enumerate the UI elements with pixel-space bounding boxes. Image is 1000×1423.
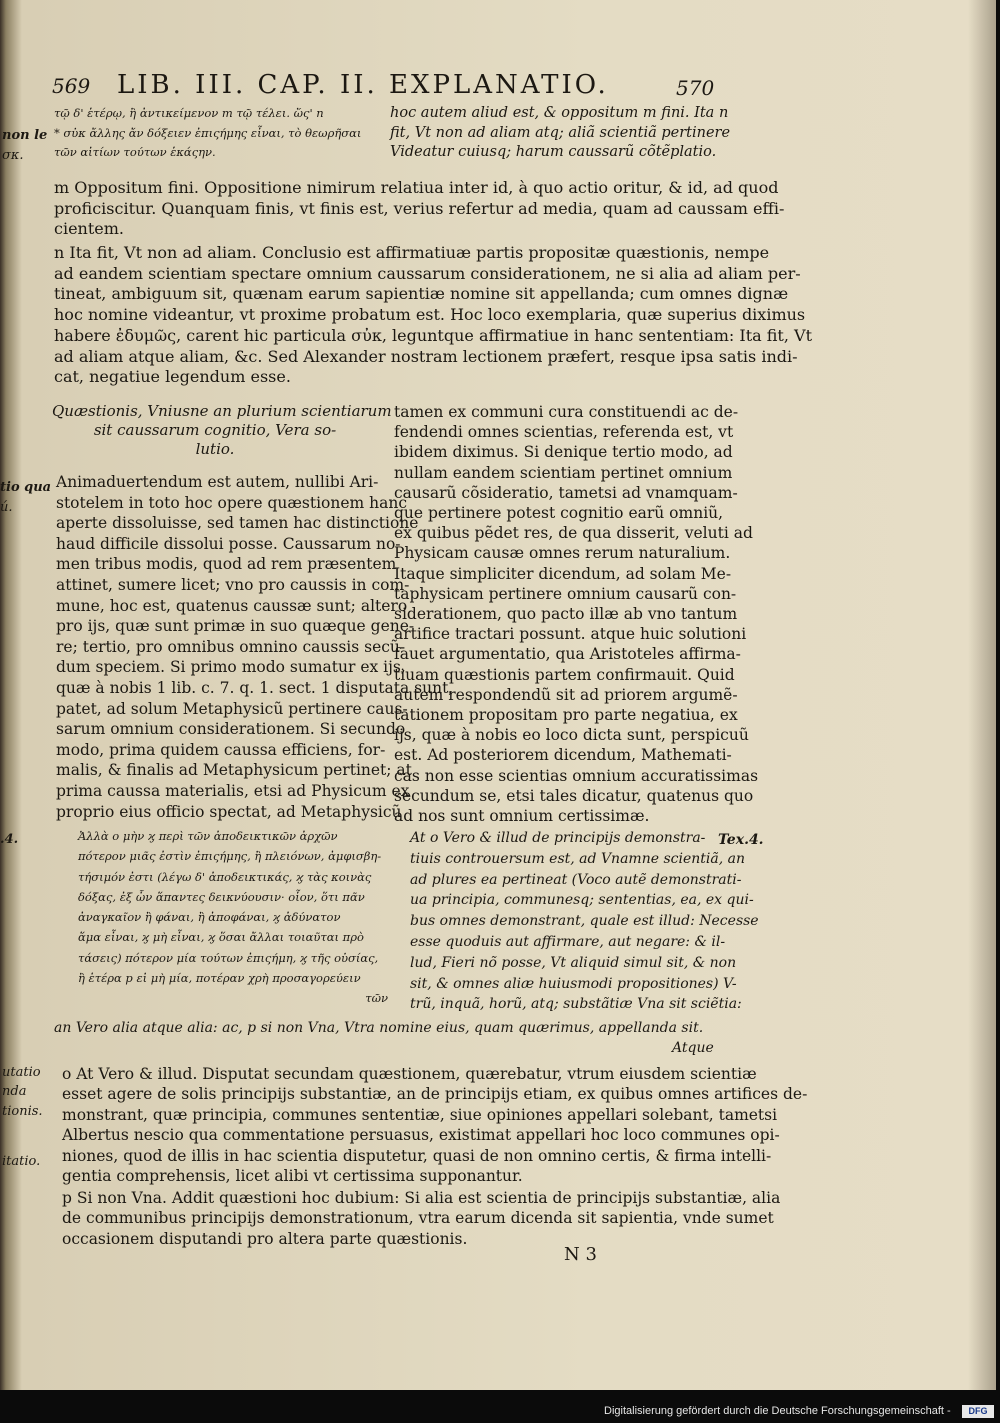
text-line: causarũ cõsideratio, tametsi ad vnamquam- (394, 483, 738, 502)
text-line: ex quibus pẽdet res, de qua disserit, veluti ad (394, 524, 753, 543)
text-line: quæ à nobis 1 lib. c. 7. q. 1. sect. 1 disputata sunt, (56, 678, 454, 697)
margin-note: .4. (0, 832, 19, 847)
text-line: cas non esse scientias omnium accuratissimas (394, 766, 759, 785)
text-line: proprio eius officio spectat, ad Metaphysicũ (56, 802, 402, 821)
margin-note: tio qua (0, 480, 52, 495)
text-line: τάσεις) πότερον μία τούτων ἐπιςήμη, ϗ τῆς οὐσίας, (78, 950, 379, 965)
text-line: * σὐκ ἄλλης ἄν δόξειεν ἐπιςήμης εἶναι, τὸ θεωρῆσαι (54, 125, 362, 140)
running-title: LIB. III. CAP. II. EXPLANATIO. (117, 70, 609, 100)
text-line: n Ita fit, Vt non ad aliam. Conclusio est affirmatiuæ partis propositæ quæstionis, nempe (54, 243, 770, 262)
text-line: ijs, quæ à nobis eo loco dicta sunt, perspicuũ (394, 726, 749, 745)
text-line: Quæstionis, Vniusne an plurium scientiarum (52, 402, 392, 420)
commentary-p (62, 1188, 781, 1249)
text-line: Itaque simpliciter dicendum, ad solam Me- (394, 564, 732, 583)
text-line: sit caussarum cognitio, Vera so- (93, 421, 337, 439)
text-line: occasionem disputandi pro altera parte quæstionis. (62, 1229, 468, 1248)
text-line: πότερον μιᾶς ἐστὶν ἐπιςήμης, ἢ πλειόνων, ἀμφισβη- (78, 849, 382, 864)
margin-note: itatio. (2, 1154, 41, 1169)
text-line: Physicam causæ omnes rerum naturalium. (394, 544, 731, 563)
text-line: prima caussa materialis, etsi ad Physicum ex (56, 781, 410, 800)
text-line: secundum se, etsi tales dicatur, quatenus quo (394, 786, 754, 805)
text-line: proficiscitur. Quanquam finis, vt finis est, verius refertur ad media, quam ad caussam effi- (54, 198, 785, 218)
margin-note: utatio (2, 1065, 41, 1080)
text-line: ad plures ea pertineat (Voco autẽ demonstrati- (410, 871, 742, 888)
text-line: p Si non Vna. Addit quæstioni hoc dubium: Si alia est scientia de principijs substantiæ, alia (62, 1189, 781, 1207)
margin-note: σκ. (2, 148, 24, 163)
text-line: τήσιμόν ἐστι (λέγω δ' ἀποδεικτικάς, ϗ τὰς κοινὰς (78, 869, 372, 884)
text-line: Videatur cuiusq; harum caussarũ cõtẽplatio. (390, 144, 717, 160)
text-line: artifice tractari possunt. atque huic solutioni (394, 625, 747, 644)
text-line: ad eandem scientiam spectare omnium caussarum considerationem, ne si alia ad aliam per- (54, 263, 801, 283)
text-line: dum speciem. Si primo modo sumatur ex ijs, (56, 658, 406, 677)
text-line: ἅμα εἶναι, ϗ μὴ εἶναι, ϗ ὅσαι ἄλλαι τοιαῦται πρὸ (78, 930, 364, 945)
top-greek-text (54, 104, 390, 163)
text-line: τῶν (365, 991, 388, 1006)
text-line: ἀναγκαῖον ἢ φάναι, ἢ ἀποφάναι, ϗ ἀδύνατον (78, 910, 341, 925)
margin-note: ú. (0, 500, 13, 515)
text-line: sit, & omnes aliæ huiusmodi propositiones) V- (410, 975, 737, 992)
text-line: fit, Vt non ad aliam atq; aliã scientiã pertinere (390, 124, 731, 141)
text-line: Animaduertendum est autem, nullibi Ari- (56, 473, 379, 491)
text-line: mune, hoc est, quatenus caussæ sunt; altero (56, 596, 408, 615)
text-line: attinet, sumere licet; vno pro caussis in com- (56, 575, 410, 594)
right-column-text (394, 402, 759, 826)
text-line: m Oppositum fini. Oppositione nimirum relatiua inter id, à quo actio oritur, & id, ad quod (54, 178, 779, 197)
text-line: haud difficile dissolui posse. Caussarum no- (56, 534, 401, 553)
text-line: malis, & finalis ad Metaphysicum pertinet; at (56, 761, 412, 780)
text-line: tineat, ambiguum sit, quænam earum sapientiæ nomine sit appellanda; cum omnes dignæ (54, 284, 789, 304)
text-line: est. Ad posteriorem dicendum, Mathemati- (394, 746, 732, 765)
text-line: pro ijs, quæ sunt primæ in suo quæque gene- (56, 617, 415, 636)
text-line: τῷ δ' ἑτέρῳ, ἢ ἀντικείμενον m τῷ τέλει. ὥς' n (54, 106, 324, 120)
text-line: fendendi omnes scientias, referenda est, vt (394, 423, 734, 442)
text-line: Albertus nescio qua commentatione persuasus, existimat appellari hoc loco communes opi- (62, 1126, 780, 1145)
text-line: tiuis controuersum est, ad Vnamne scientiã, an (410, 850, 745, 867)
greek-text-block (78, 826, 388, 1009)
text-line: tiuam quæstionis partem confirmauit. Quid (394, 665, 735, 684)
text-line: lutio. (195, 440, 235, 458)
text-line: tationem propositam pro parte negatiua, ex (394, 706, 738, 725)
text-line: ad aliam atque aliam, &c. Sed Alexander nostram lectionem præfert, resque ipsa satis indi- (54, 346, 798, 366)
right-page-number: 570 (676, 76, 715, 100)
signature-mark: N 3 (564, 1244, 597, 1265)
text-line: fauet argumentatio, qua Aristoteles affirma- (394, 645, 741, 664)
text-line: habere ἐδυμῶς, carent hic particula σὐκ, leguntque affirmatiue in hanc sententiam: Ita fit, Vt (54, 325, 813, 345)
text-line: autem respondendũ sit ad priorem argumẽ- (394, 685, 738, 704)
digitization-credit: Digitalisierung gefördert durch die Deutsche Forschungsgemeinschaft - (604, 1405, 951, 1417)
text-line: de communibus principijs demonstrationum, vtra earum dicenda sit sapientia, vnde sumet (62, 1209, 774, 1228)
left-column-text (56, 472, 454, 822)
commentary-m (54, 178, 785, 240)
text-line: monstrant, quæ principia, communes sententiæ, siue opiniones appellari solebant, tametsi (62, 1105, 778, 1124)
text-line: aperte dissoluisse, sed tamen hac distinctione (56, 514, 419, 533)
text-line: taphysicam pertinere omnium causarũ con- (394, 584, 737, 603)
text-line: que pertinere potest cognitio earũ omniũ, (394, 504, 724, 523)
text-line: At o Vero & illud de principijs demonstra- (410, 830, 706, 846)
text-line: hoc autem aliud est, & oppositum m fini. Ita n (390, 105, 729, 121)
text-line: esse quoduis aut affirmare, aut negare: & il- (410, 933, 726, 950)
text-line: modo, prima quidem caussa efficiens, for- (56, 740, 386, 759)
text-line: δόξας, ἐξ ὧν ἅπαντες δεικνύουσιν· οἷον, ὅτι πᾶν (78, 889, 365, 904)
text-line: siderationem, quo pacto illæ ab vno tantum (394, 605, 738, 624)
text-line: tamen ex communi cura constituendi ac de- (394, 403, 739, 421)
text-line: men tribus modis, quod ad rem præsentem (56, 555, 397, 574)
text-line: ad nos sunt omnium certissimæ. (394, 807, 650, 826)
text-line: re; tertio, pro omnibus omnino caussis secũ- (56, 637, 406, 656)
text-line: trũ, inquã, horũ, atq; substãtiæ Vna sit sciẽtia: (410, 996, 742, 1013)
text-line: ua principia, communesq; sententias, ea, ex qui- (410, 892, 754, 909)
text-line: ἢ ἑτέρα p εἰ μὴ μία, ποτέραν χρὴ προσαγορεύειν (78, 971, 361, 986)
dfg-logo: DFG (962, 1405, 994, 1418)
text-line: cientem. (54, 219, 125, 239)
text-line: o At Vero & illud. Disputat secundam quæstionem, quærebatur, vtrum eiusdem scientiæ (62, 1065, 757, 1083)
margin-note: non le (2, 128, 48, 143)
section-heading (52, 402, 392, 459)
commentary-n (54, 243, 813, 388)
text-line: lud, Fieri nõ posse, Vt aliquid simul sit, & non (410, 954, 737, 971)
text-line: esset agere de solis principijs substantiæ, an de principijs etiam, ex quibus omnes artifices de- (62, 1085, 808, 1104)
text-line: bus omnes demonstrant, quale est illud: Necesse (410, 913, 759, 930)
text-line: stotelem in toto hoc opere quæstionem hanc (56, 493, 408, 512)
text-line: niones, quod de illis in hac scientia disputetur, quasi de non omnino certis, & firma intelli- (62, 1146, 772, 1165)
margin-note: nda (2, 1084, 27, 1099)
margin-note: tionis. (2, 1104, 43, 1119)
text-line: patet, ad solum Metaphysicũ pertinere caus- (56, 699, 408, 718)
text-line: ibidem diximus. Si denique tertio modo, ad (394, 443, 733, 462)
top-latin-text (390, 104, 731, 163)
commentary-o (62, 1064, 808, 1186)
catchword-inner: Atque (672, 1040, 714, 1056)
text-line: Ἀλλὰ ο μὴν ϗ περὶ τῶν ἀποδεικτικῶν ἀρχῶν (78, 829, 338, 843)
left-page-number: 569 (52, 74, 91, 98)
margin-note-tex: Tex.4. (718, 832, 764, 848)
text-line: nullam eandem scientiam pertinet omnium (394, 463, 733, 482)
text-line: hoc nomine videantur, vt proxime probatum est. Hoc loco exemplaria, quæ superius diximus (54, 305, 806, 325)
text-line: gentia comprehensis, licet alibi vt certissima supponantur. (62, 1167, 523, 1186)
text-line: τῶν αἰτίων τούτων ἑκάςην. (54, 145, 216, 159)
text-line: cat, negatiue legendum esse. (54, 367, 291, 387)
text-line: sarum omnium considerationem. Si secundo (56, 720, 406, 739)
italic-spanning-line: an Vero alia atque alia: ac, p si non Vna, Vtra nomine eius, quam quærimus, appellanda sit. (54, 1020, 704, 1036)
